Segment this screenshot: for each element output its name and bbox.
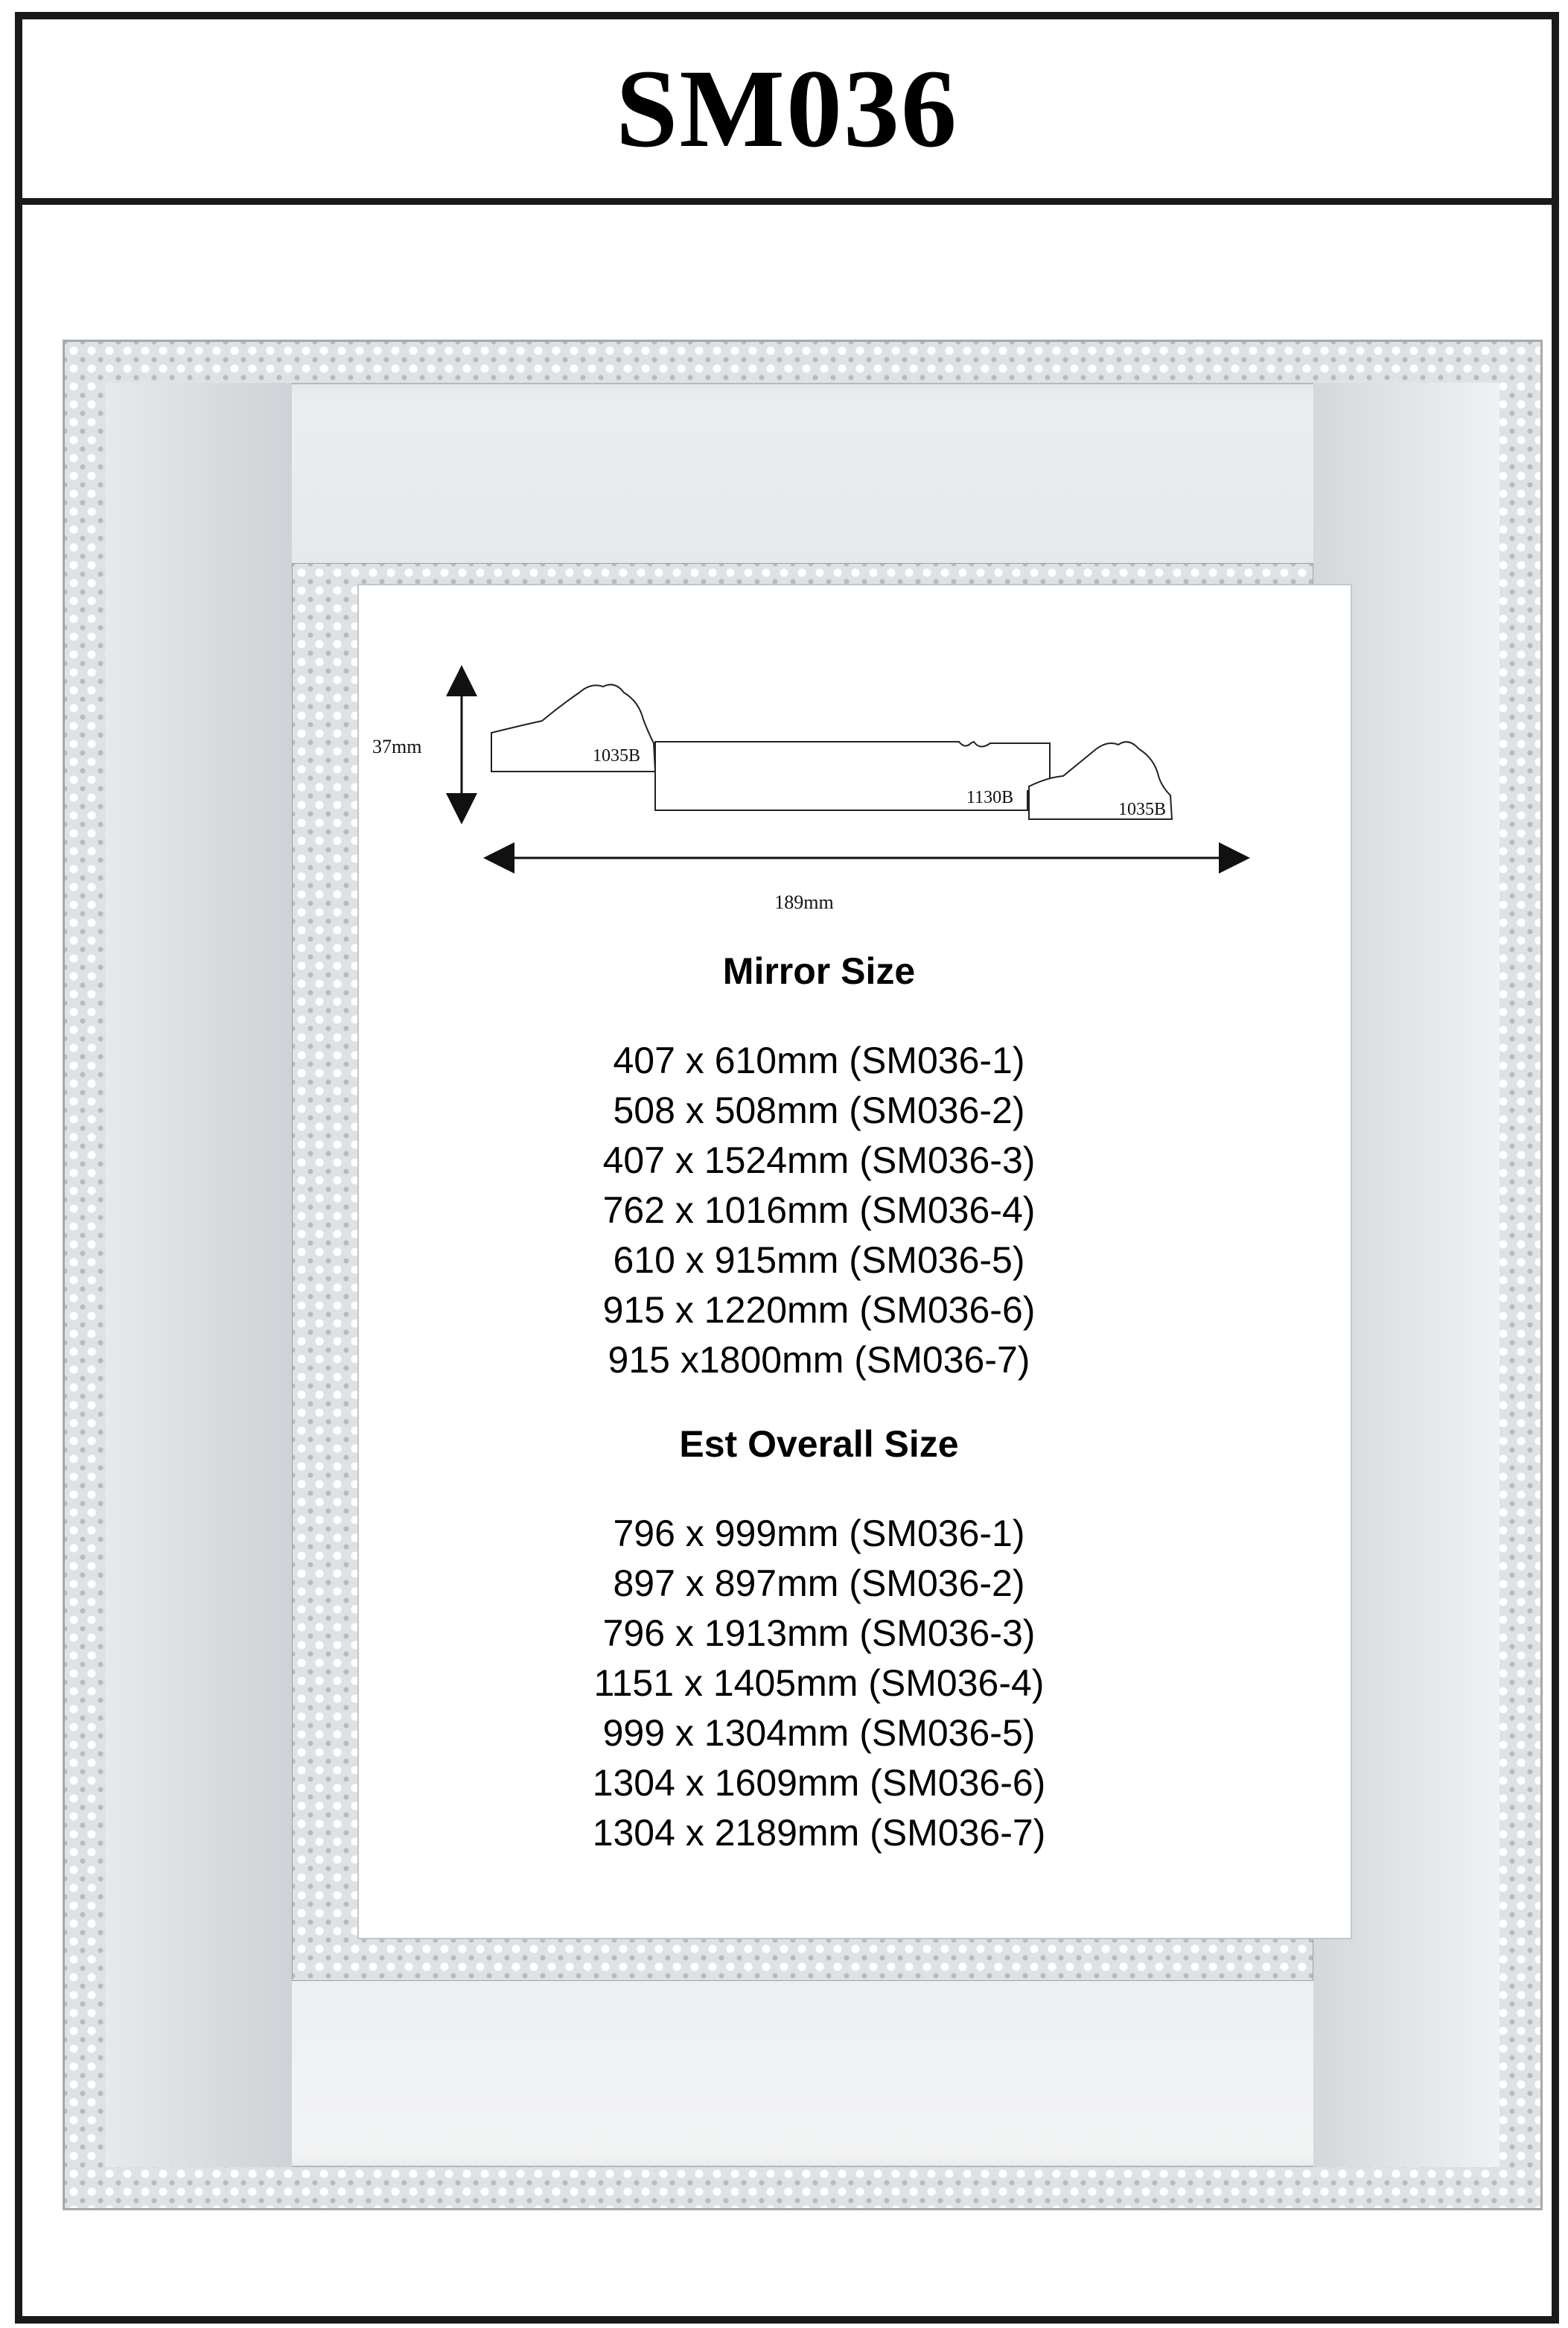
- mirror-size-item: 407 x 1524mm (SM036-3): [602, 1139, 1036, 1181]
- mirror-size-item: 508 x 508mm (SM036-2): [613, 1090, 1025, 1131]
- overall-size-item: 796 x 1913mm (SM036-3): [602, 1612, 1036, 1654]
- overall-size-heading: Est Overall Size: [679, 1423, 959, 1465]
- overall-size-list: [544, 1509, 1094, 1858]
- overall-size-item: 897 x 897mm (SM036-2): [613, 1562, 1025, 1604]
- profile-label-right: 1035B: [1118, 800, 1167, 819]
- mirror-size-item: 407 x 610mm (SM036-1): [613, 1040, 1025, 1081]
- mirror-size-heading: Mirror Size: [722, 950, 916, 992]
- height-dimension-label: 37mm: [372, 736, 422, 757]
- frame-left-panel: [106, 383, 292, 2167]
- mirror-size-item: 610 x 915mm (SM036-5): [613, 1239, 1025, 1281]
- overall-size-item: 999 x 1304mm (SM036-5): [602, 1712, 1036, 1754]
- mirror-size-item: 915 x1800mm (SM036-7): [608, 1339, 1030, 1381]
- mirror-size-item: 915 x 1220mm (SM036-6): [602, 1289, 1036, 1331]
- profile-label-center: 1130B: [966, 788, 1014, 807]
- mirror-size-list: [544, 1036, 1094, 1385]
- profile-diagram: [342, 637, 1266, 913]
- mirror-size-item: 762 x 1016mm (SM036-4): [602, 1189, 1036, 1231]
- profile-label-left: 1035B: [593, 746, 641, 766]
- spec-sheet: [15, 12, 1559, 2324]
- overall-size-item: 1304 x 1609mm (SM036-6): [592, 1762, 1046, 1804]
- size-info: [544, 947, 1094, 1892]
- overall-size-item: 1304 x 2189mm (SM036-7): [592, 1812, 1046, 1854]
- overall-size-item: 1151 x 1405mm (SM036-4): [593, 1662, 1045, 1704]
- product-code-title: SM036: [616, 47, 958, 171]
- title-bar: [22, 19, 1552, 205]
- overall-size-item: 796 x 999mm (SM036-1): [613, 1513, 1025, 1554]
- width-dimension-label: 189mm: [774, 891, 834, 913]
